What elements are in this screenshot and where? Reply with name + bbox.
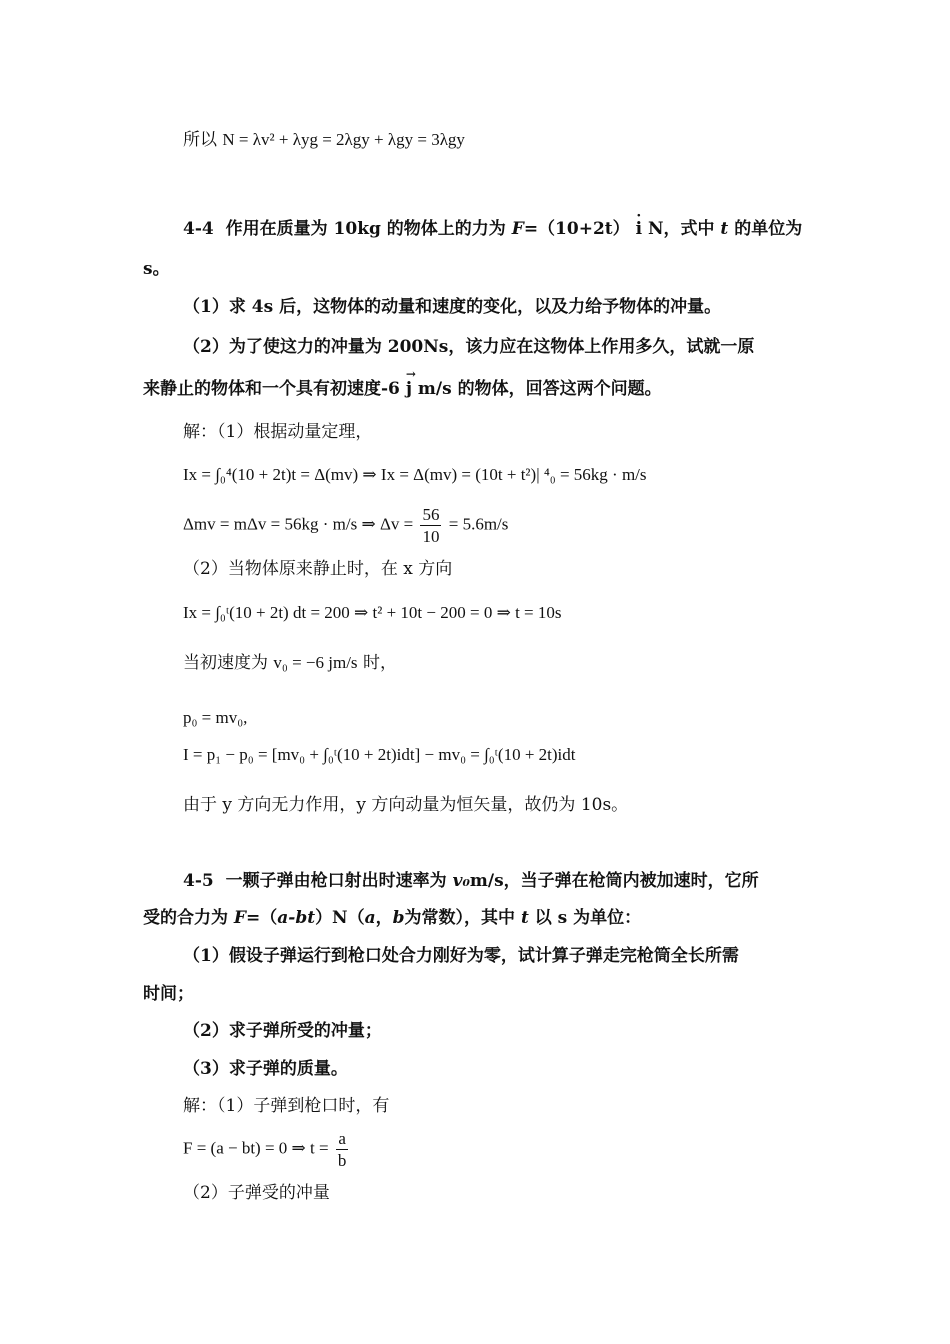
denominator-b: b — [337, 1151, 347, 1170]
problem-text: 作用在质量为 10kg 的物体上的力为 — [225, 219, 506, 239]
solution-3 — [183, 654, 397, 672]
p45-text-a: 一颗子弹由枪口射出时速率为 — [225, 871, 447, 891]
p45-text-b: m/s，当子弹在枪筒内被加速时，它所 — [469, 871, 759, 891]
solution-4: 由于 y 方向无力作用，y 方向动量为恒矢量，故仍为 10s。 — [183, 795, 629, 815]
solution-4-5-1: 解：（1）子弹到枪口时，有 — [183, 1096, 390, 1116]
formula-n: N = λv² + λyg = 2λgy + λgy = 3λgy — [222, 130, 465, 149]
initial-velocity-formula: v₀ = −6 jm/s — [273, 653, 358, 672]
equation-4: p₀ = mv₀, — [183, 708, 248, 727]
fraction-a-b — [336, 1130, 349, 1169]
question-1: （1）求 4s 后，这物体的动量和速度的变化，以及力给予物体的冲量。 — [183, 297, 722, 317]
solution-4-5-2: （2）子弹受的冲量 — [183, 1183, 330, 1203]
v0-symbol: v₀ — [452, 871, 470, 891]
p45b-b2: b — [392, 908, 405, 928]
problem-number-2: 4-5 — [183, 871, 214, 891]
numerator: 56 — [422, 505, 440, 524]
p45b-e: 为常数），其中 — [404, 908, 516, 928]
p45b-F: F — [233, 908, 246, 928]
solution-2: （2）当物体原来静止时，在 x 方向 — [183, 559, 453, 579]
unit-vector-j: → j — [406, 381, 412, 398]
s3-text-b: 时， — [362, 653, 397, 673]
problem-text-2: N，式中 — [647, 219, 715, 239]
p45b-a2: a — [364, 908, 376, 928]
text-suoyi: 所以 — [183, 130, 217, 150]
equation-3: Ix = ∫₀ᵗ(10 + 2t) dt = 200 ⇒ t² + 10t − 200 = 0 ⇒ t = 10s — [183, 603, 562, 622]
eq2-left: Δmv = mΔv = 56kg · m/s ⇒ Δv = — [183, 514, 414, 534]
eq6-left: F = (a − bt) = 0 ⇒ t = — [183, 1138, 329, 1158]
force-symbol: F — [511, 219, 524, 239]
unit-vector-i: · i — [636, 221, 642, 238]
q2-text-a: 来静止的物体和一个具有初速度-6 — [143, 379, 400, 399]
problem-4-4-heading — [183, 221, 802, 238]
s3-text-a: 当初速度为 — [183, 653, 268, 673]
question-2: （2）为了使这力的冲量为 200Ns，该力应在这物体上作用多久，试就一原 — [183, 337, 755, 357]
problem-number: 4-4 — [183, 219, 214, 239]
eq2-right: = 5.6m/s — [448, 514, 509, 534]
problem-4-5-cont — [143, 910, 641, 927]
equation-5: I = p₁ − p₀ = [mv₀ + ∫₀ᵗ(10 + 2t)idt] − mv₀ = ∫₀ᵗ(10 + 2t)idt — [183, 745, 576, 764]
solution-1: 解：（1）根据动量定理， — [183, 422, 373, 442]
fraction-56-10 — [420, 506, 441, 545]
p45b-d: ， — [375, 908, 393, 928]
p45b-a: 受的合力为 — [143, 908, 228, 928]
problem-4-5-heading — [183, 873, 759, 890]
equation-6 — [183, 1130, 351, 1169]
denominator: 10 — [422, 527, 440, 546]
question-4-5-2: （2）求子弹所受的冲量； — [183, 1021, 382, 1041]
p45b-c: ）N（ — [315, 908, 365, 928]
p45b-t: t — [520, 908, 529, 928]
p45b-b: =（ — [246, 908, 278, 928]
p45b-ab: a-bt — [277, 908, 316, 928]
t-symbol: t — [720, 219, 729, 239]
question-4-5-1: （1）假设子弹运行到枪口处合力刚好为零，试计算子弹走完枪筒全长所需 — [183, 946, 739, 966]
result-line — [183, 131, 465, 149]
p45b-f: 以 s 为单位： — [534, 908, 642, 928]
q2-text-b: m/s 的物体，回答这两个问题。 — [417, 379, 662, 399]
numerator-a: a — [338, 1129, 346, 1148]
problem-4-4-cont — [143, 261, 170, 278]
equation-1: Ix = ∫₀⁴(10 + 2t)t = Δ(mv) ⇒ Ix = Δ(mv) = (10t + t²)| ⁴₀ = 56kg · m/s — [183, 465, 647, 484]
problem-text-4: s。 — [143, 259, 170, 279]
problem-text-3: 的单位为 — [734, 219, 803, 239]
equation-2 — [183, 506, 508, 545]
question-4-5-1-cont: 时间； — [143, 984, 194, 1004]
force-expr: =（10+2t） — [523, 219, 630, 239]
question-4-5-3: （3）求子弹的质量。 — [183, 1059, 348, 1079]
question-2-cont — [143, 381, 662, 398]
